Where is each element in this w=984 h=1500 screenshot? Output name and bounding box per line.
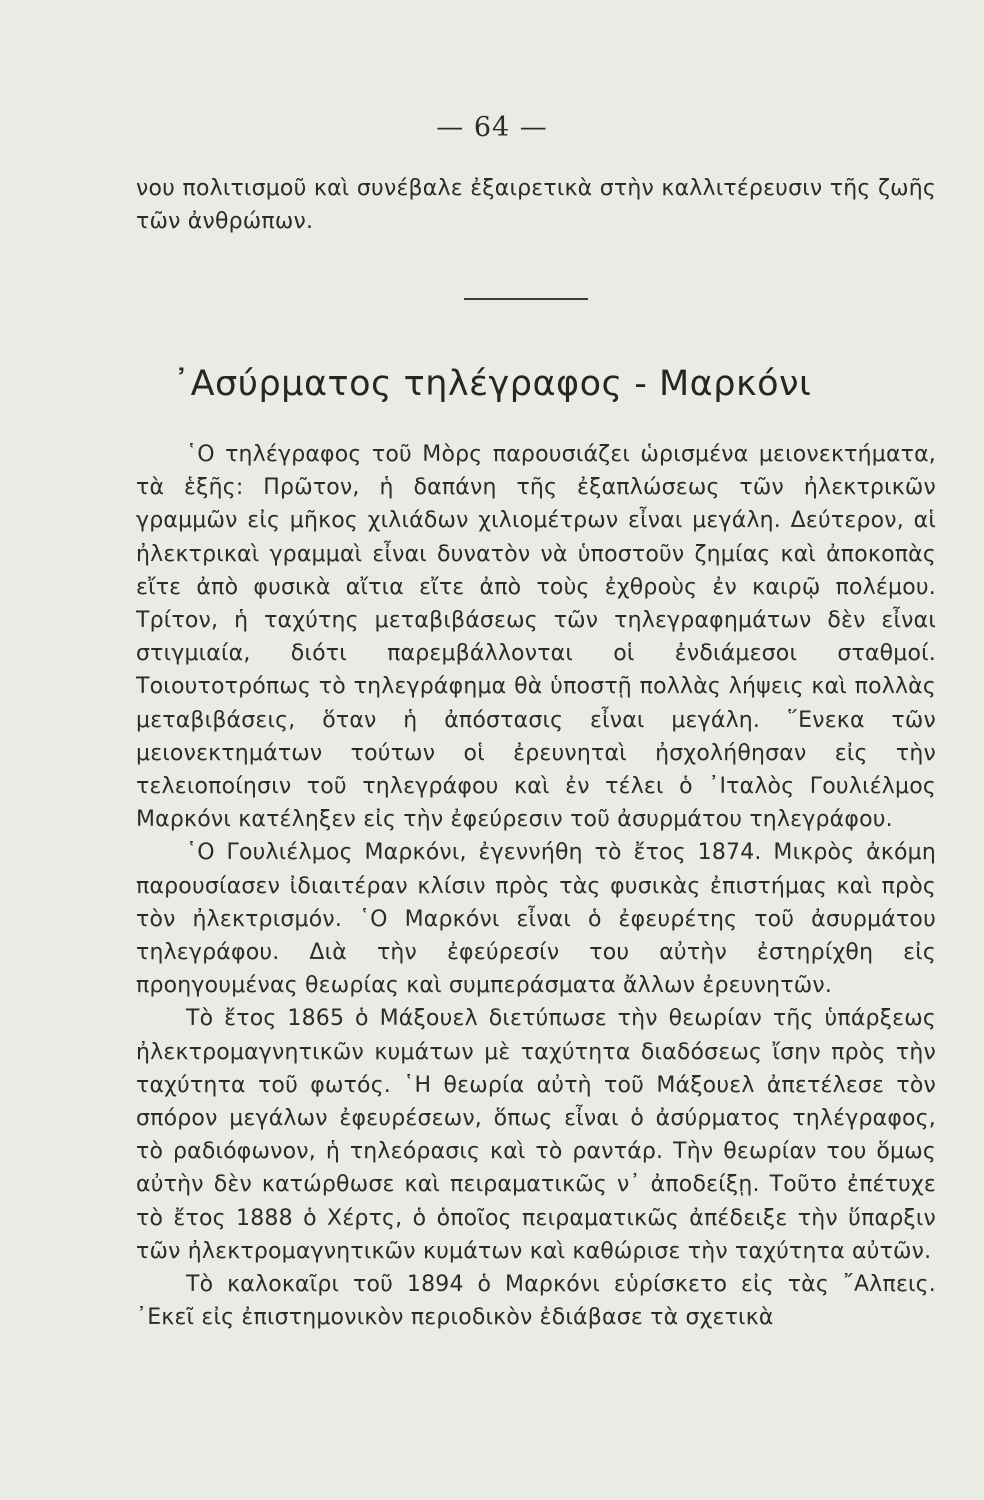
paragraph-3: Τὸ ἔτος 1865 ὁ Μάξουελ διετύπωσε τὴν θεωρίαν τῆς ὑπάρξεως ἠλεκτρομαγνητικῶν κυμάτων μὲ ταχύτητα διαδόσεως ἴσην πρὸς τὴν ταχύτητα τοῦ φωτός. ῾Η θεωρία αὐτὴ τοῦ Μάξουελ ἀπετέλεσε τὸν σπόρον μεγάλων ἐφευρέσεων, ὅπως εἶναι ὁ ἀσύρματος τηλέγραφος, τὸ ραδιόφωνον, ἡ τηλεόρασις καὶ τὸ ραντάρ. Τὴν θεωρίαν του ὅμως αὐτὴν δὲν κατώρθωσε καὶ πειραματικῶς ν᾿ ἀποδείξῃ. Τοῦτο ἐπέτυχε τὸ ἔτος 1888 ὁ Χέρτς, ὁ ὁποῖος πειραματικῶς ἀπέδειξε τὴν ὕπαρξιν τῶν ἠλεκτρομαγνητικῶν κυμάτων καὶ καθώρισε τὴν ταχύτητα αὐτῶν.	[136, 1006, 936, 1264]
page-number: — 64 —	[436, 112, 548, 143]
paragraph-4: Τὸ καλοκαῖρι τοῦ 1894 ὁ Μαρκόνι εὑρίσκετο εἰς τὰς ῎Αλπεις. ᾿Εκεῖ εἰς ἐπιστημονικὸν περιοδικὸν ἐδιάβασε τὰ σχετικὰ	[136, 1272, 936, 1331]
carryover-text: νου πολιτισμοῦ καὶ συνέβαλε ἐξαιρετικὰ στὴν καλλιτέρευσιν τῆς ζωῆς τῶν ἀνθρώπων.	[136, 176, 936, 235]
body-text	[136, 438, 936, 1334]
chapter-title: ᾿Ασύρματος τηλέγραφος - Μαρκόνι	[172, 364, 812, 404]
paragraph-1: ῾Ο τηλέγραφος τοῦ Μὸρς παρουσιάζει ὡρισμένα μειονεκτήματα, τὰ ἑξῆς: Πρῶτον, ἡ δαπάνη τῆς ἐξαπλώσεως τῶν ἠλεκτρικῶν γραμμῶν εἰς μῆκος χιλιάδων χιλιομέτρων εἶναι μεγάλη. Δεύτερον, αἱ ἠλεκτρικαὶ γραμμαὶ εἶναι δυνατὸν νὰ ὑποστοῦν ζημίας καὶ ἀποκοπὰς εἴτε ἀπὸ φυσικὰ αἴτια εἴτε ἀπὸ τοὺς ἐχθροὺς ἐν καιρῷ πολέμου. Τρίτον, ἡ ταχύτης μεταβιβάσεως τῶν τηλεγραφημάτων δὲν εἶναι στιγμιαία, διότι παρεμβάλλονται οἱ ἐνδιάμεσοι σταθμοί. Τοιουτοτρόπως τὸ τηλεγράφημα θὰ ὑποστῇ πολλὰς λήψεις καὶ πολλὰς μεταβιβάσεις, ὅταν ἡ ἀπόστασις εἶναι μεγάλη. ῞Ενεκα τῶν μειονεκτημάτων τούτων οἱ ἐρευνηταὶ ἠσχολήθησαν εἰς τὴν τελειοποίησιν τοῦ τηλεγράφου καὶ ἐν τέλει ὁ ᾿Ιταλὸς Γουλιέλμος Μαρκόνι κατέληξεν εἰς τὴν ἐφεύρεσιν τοῦ ἀσυρμάτου τηλεγράφου.	[136, 442, 936, 833]
paragraph-2: ῾Ο Γουλιέλμος Μαρκόνι, ἐγεννήθη τὸ ἔτος 1874. Μικρὸς ἀκόμη παρουσίασεν ἰδιαιτέραν κλίσιν πρὸς τὰς φυσικὰς ἐπιστήμας καὶ πρὸς τὸν ἠλεκτρισμόν. ῾Ο Μαρκόνι εἶναι ὁ ἐφευρέτης τοῦ ἀσυρμάτου τηλεγράφου. Διὰ τὴν ἐφεύρεσίν του αὐτὴν ἐστηρίχθη εἰς προηγουμένας θεωρίας καὶ συμπεράσματα ἄλλων ἐρευνητῶν.	[136, 840, 936, 999]
section-divider	[464, 298, 588, 300]
